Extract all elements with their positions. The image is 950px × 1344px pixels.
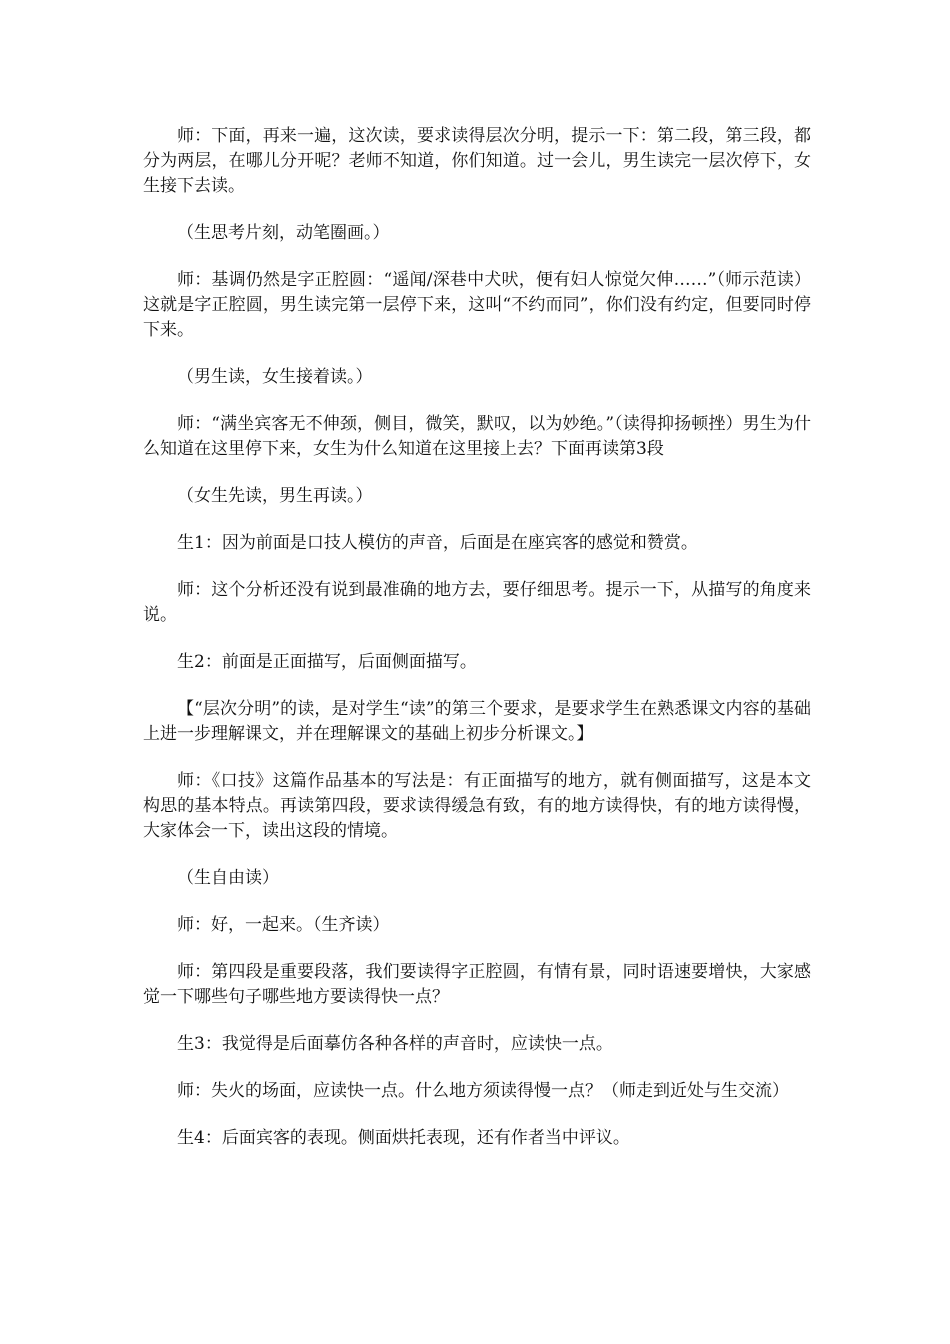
paragraph: 生1：因为前面是口技人模仿的声音，后面是在座宾客的感觉和赞赏。 [177,533,698,553]
paragraph: 师：好，一起来。（生齐读） [177,915,390,935]
paragraph: 师：第四段是重要段落，我们要读得字正腔圆，有情有景，同时语速要增快，大家感觉一下哪些句子哪些地方要读得快一点？ [143,962,811,1007]
paragraph: 师：失火的场面，应读快一点。什么地方须读得慢一点？（师走到近处与生交流） [177,1081,789,1101]
paragraph: 师：《口技》这篇作品基本的写法是：有正面描写的地方，就有侧面描写，这是本文构思的基本特点。再读第四段，要求读得缓急有致，有的地方读得快，有的地方读得慢，大家体会一下，读出这段的情境。 [143,771,811,841]
commentary-paragraph: 【“层次分明”的读，是对学生“读”的第三个要求，是要求学生在熟悉课文内容的基础上进一步理解课文，并在理解课文的基础上初步分析课文。】 [143,699,811,744]
paragraph: 师：下面，再来一遍，这次读，要求读得层次分明，提示一下：第二段，第三段，都分为两层，在哪儿分开呢？老师不知道，你们知道。过一会儿，男生读完一层次停下，女生接下去读。 [143,126,811,196]
paragraph: 生3：我觉得是后面摹仿各种各样的声音时，应读快一点。 [177,1034,613,1054]
paragraph: 师：这个分析还没有说到最准确的地方去，要仔细思考。提示一下，从描写的角度来说。 [143,580,811,625]
paragraph: 师：“满坐宾客无不伸颈，侧目，微笑，默叹，以为妙绝。”（读得抑扬顿挫）男生为什么知道在这里停下来，女生为什么知道在这里接上去？下面再读第3段 [143,414,811,459]
paragraph: 师：基调仍然是字正腔圆：“遥闻/深巷中犬吠，便有妇人惊觉欠伸……”（师示范读）这就是字正腔圆，男生读完第一层停下来，这叫“不约而同”，你们没有约定，但要同时停下来。 [143,270,811,340]
paragraph: （生自由读） [177,868,279,888]
paragraph: 生2：前面是正面描写，后面侧面描写。 [177,652,477,672]
paragraph: （女生先读，男生再读。） [177,486,373,506]
paragraph: （生思考片刻，动笔圈画。） [177,223,390,243]
document-body [143,124,811,1173]
paragraph: 生4：后面宾客的表现。侧面烘托表现，还有作者当中评议。 [177,1128,630,1148]
paragraph: （男生读，女生接着读。） [177,367,373,387]
